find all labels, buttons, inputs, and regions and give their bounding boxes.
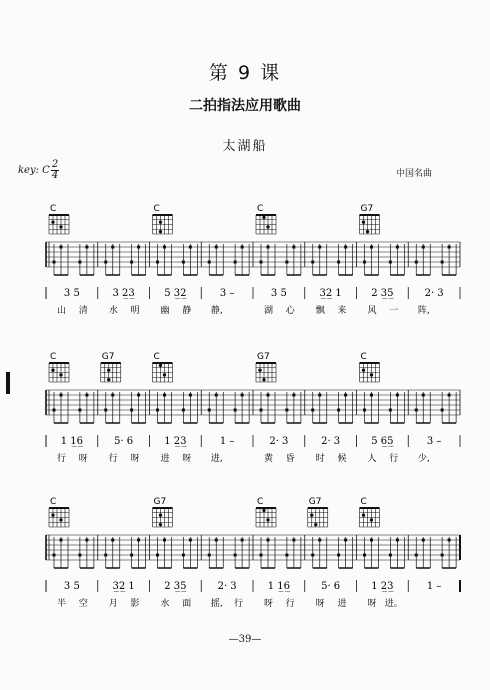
chord-name: C <box>153 204 160 214</box>
chord-finger-dot <box>159 364 162 367</box>
lyric-syllable: 行 <box>234 599 244 609</box>
lyric-syllable: 静, <box>210 306 223 316</box>
lyric-syllable: 幽 <box>160 306 170 316</box>
lyric-syllable: 空 <box>78 599 88 609</box>
lyric-syllable: 呀 <box>264 599 274 609</box>
lyric-syllable: 呀 <box>315 599 325 609</box>
notation-measure: 2· 3 <box>321 436 341 447</box>
chord-name: G7 <box>101 352 115 362</box>
chord-diagram <box>153 204 173 234</box>
chord-name: C <box>50 497 57 507</box>
chord-diagram <box>49 204 69 234</box>
lyric-syllable: 昏 <box>285 454 295 464</box>
lyric-syllable: 进 <box>337 599 347 609</box>
notation-measure: 3̲2̲ 1 <box>112 581 135 592</box>
lyric-syllable: 月 <box>108 599 118 609</box>
notation-measure: 3̲2̲ 1 <box>319 288 342 299</box>
notation-measure: 3 – <box>426 436 442 447</box>
time-signature-bottom: 4 <box>51 170 59 181</box>
notation-measure: 3 5 <box>270 288 287 299</box>
chord-finger-dot <box>262 378 265 381</box>
lyric-syllable: 影 <box>130 599 140 609</box>
lyric-syllable: 一 <box>389 306 399 316</box>
lyric-syllable: 来 <box>337 306 347 316</box>
lyric-syllable: 进, <box>210 454 223 464</box>
chord-name: C <box>50 204 57 214</box>
lyric-syllable: 黄 <box>264 454 274 464</box>
notation-measure: 1 – <box>426 581 442 592</box>
chord-diagram <box>256 352 276 382</box>
chord-finger-dot <box>59 225 62 228</box>
notation-measure: 2· 3 <box>269 436 289 447</box>
chord-finger-dot <box>266 225 269 228</box>
notation-measure: 3 5 <box>63 288 80 299</box>
chord-name: C <box>360 352 367 362</box>
lyric-syllable: 山 <box>57 306 67 316</box>
chord-name: C <box>257 497 264 507</box>
chord-finger-dot <box>370 518 373 521</box>
chord-finger-dot <box>262 509 265 512</box>
lyric-syllable: 行 <box>108 454 118 464</box>
chord-finger-dot <box>59 373 62 376</box>
lyric-syllable: 进 <box>160 454 170 464</box>
chord-diagram <box>256 497 276 527</box>
chord-diagram <box>49 497 69 527</box>
chord-finger-dot <box>59 518 62 521</box>
system <box>46 352 460 464</box>
lyric-syllable: 心 <box>285 306 295 316</box>
lyric-syllable: 摇, <box>210 599 223 609</box>
notation-measure: 5· 6 <box>321 581 341 592</box>
notation-measure: 3 – <box>219 288 235 299</box>
chord-finger-dot <box>262 216 265 219</box>
chord-finger-dot <box>266 518 269 521</box>
chord-finger-dot <box>159 523 162 526</box>
chord-diagram <box>360 204 380 234</box>
page-number: —39— <box>228 634 262 645</box>
notation-measure: 3 5 <box>63 581 80 592</box>
lyric-syllable: 少, <box>417 454 430 464</box>
chord-finger-dot <box>159 513 162 516</box>
chord-diagram <box>308 497 328 527</box>
chord-finger-dot <box>51 513 54 516</box>
chord-name: C <box>360 497 367 507</box>
notation-measure: 2 3̲5̲ <box>164 581 187 592</box>
page-subtitle: 二拍指法应用歌曲 <box>189 98 301 114</box>
chord-name: G7 <box>257 352 270 362</box>
lyric-syllable: 清 <box>78 306 88 316</box>
key-label: key: C <box>18 165 50 176</box>
lyric-syllable: 呀 <box>130 454 140 464</box>
notation-measure: 5 3̲2̲ <box>164 288 187 299</box>
chord-finger-dot <box>159 230 162 233</box>
chord-finger-dot <box>362 220 365 223</box>
chord-finger-dot <box>159 220 162 223</box>
lyric-syllable: 呀 <box>182 454 192 464</box>
lyric-syllable: 风 <box>367 306 377 316</box>
lyric-syllable: 候 <box>337 454 347 464</box>
chord-finger-dot <box>362 513 365 516</box>
lyric-syllable: 飘 <box>315 306 325 316</box>
chord-finger-dot <box>258 368 261 371</box>
chord-finger-dot <box>51 220 54 223</box>
notation-measure: 2· 3 <box>217 581 237 592</box>
lyric-syllable: 行 <box>57 454 67 464</box>
chord-diagram <box>49 352 69 382</box>
chord-finger-dot <box>366 230 369 233</box>
chord-diagram <box>256 204 276 234</box>
lyric-syllable: 水 <box>108 306 118 316</box>
song-title: 太湖船 <box>222 139 268 154</box>
system <box>46 204 460 316</box>
song-attribution: 中国名曲 <box>396 169 433 179</box>
notation-measure: 1 – <box>219 436 235 447</box>
notation-measure: 3 2̲3̲ <box>112 288 135 299</box>
notation-measure: 2· 3 <box>424 288 444 299</box>
lyric-syllable: 行 <box>389 454 399 464</box>
lyric-syllable: 阵, <box>417 306 430 316</box>
chord-diagram <box>153 352 173 382</box>
chord-name: G7 <box>153 497 167 507</box>
chord-diagram <box>360 352 380 382</box>
lyric-syllable: 人 <box>367 454 377 464</box>
lesson-title: 第 9 课 <box>208 62 282 84</box>
chord-name: C <box>50 352 57 362</box>
time-signature-top: 2 <box>51 159 59 170</box>
chord-name: C <box>153 352 160 362</box>
chord-finger-dot <box>51 368 54 371</box>
chord-finger-dot <box>314 523 317 526</box>
chord-diagram <box>153 497 173 527</box>
chord-finger-dot <box>107 378 110 381</box>
lyric-syllable: 静 <box>182 306 192 316</box>
notation-measure: 5· 6 <box>114 436 134 447</box>
lyric-syllable: 时 <box>315 454 325 464</box>
chord-name: C <box>257 204 264 214</box>
chord-finger-dot <box>310 513 313 516</box>
chord-finger-dot <box>163 373 166 376</box>
notation-measure: 5 6̲5̲ <box>371 436 394 447</box>
chord-finger-dot <box>362 368 365 371</box>
chord-diagram <box>360 497 380 527</box>
notation-measure: 1 1̲6̲ <box>60 436 84 447</box>
notation-measure: 1 2̲3̲ <box>371 581 394 592</box>
lyric-syllable: 明 <box>130 306 140 316</box>
lyric-syllable: 水 <box>160 599 170 609</box>
lyric-syllable: 进。 <box>384 599 403 609</box>
notation-measure: 1 1̲6̲ <box>267 581 291 592</box>
chord-finger-dot <box>370 373 373 376</box>
chord-name: G7 <box>308 497 322 507</box>
chord-name: G7 <box>360 204 374 214</box>
lyric-syllable: 呀 <box>367 599 377 609</box>
notation-measure: 2 3̲5̲ <box>371 288 394 299</box>
system <box>46 497 460 609</box>
chord-finger-dot <box>107 368 110 371</box>
lyric-syllable: 面 <box>182 599 192 609</box>
lyric-syllable: 湖 <box>264 306 274 316</box>
notation-measure: 1 2̲3̲ <box>164 436 187 447</box>
chord-diagram <box>101 352 121 382</box>
lyric-syllable: 半 <box>57 599 67 609</box>
lyric-syllable: 行 <box>285 599 295 609</box>
lyric-syllable: 呀 <box>78 454 88 464</box>
